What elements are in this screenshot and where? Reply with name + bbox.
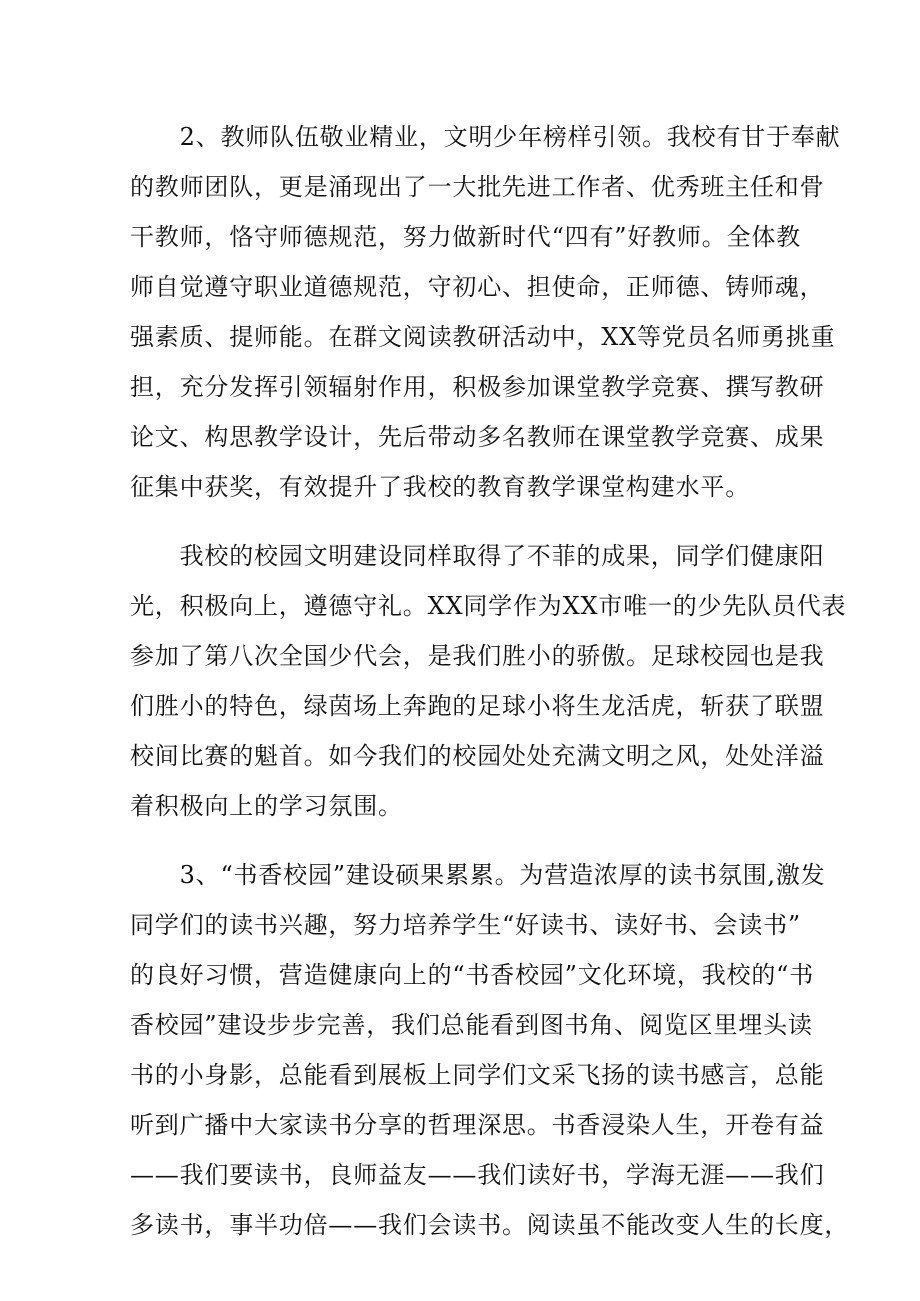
- text-line: 参加了第八次全国少代会，是我们胜小的骄傲。足球校园也是我: [130, 642, 825, 670]
- text-line: 听到广播中大家读书分享的哲理深思。书香浸染人生，开卷有益: [130, 1111, 825, 1139]
- text-line: 校间比赛的魁首。如今我们的校园处处充满文明之风，处处洋溢: [130, 742, 825, 770]
- text-line: 3、“书香校园”建设硕果累累。为营造浓厚的读书氛围,激发: [130, 861, 826, 889]
- text-line: 征集中获奖，有效提升了我校的教育教学课堂构建水平。: [130, 473, 750, 501]
- text-line: 干教师，恪守师德规范，努力做新时代“四有”好教师。全体教: [130, 223, 801, 251]
- text-line: 2、教师队伍敬业精业，文明少年榜样引领。我校有甘于奉献: [130, 123, 841, 151]
- text-line: 的教师团队，更是涌现出了一大批先进工作者、优秀班主任和骨: [130, 173, 825, 201]
- paragraph-spacer: [130, 831, 800, 850]
- text-line: 多读书，事半功倍——我们会读书。阅读虽不能改变人生的长度，: [130, 1211, 850, 1239]
- text-line: 担，充分发挥引领辐射作用，积极参加课堂教学竞赛、撰写教研: [130, 373, 825, 401]
- text-line: 同学们的读书兴趣，努力培养学生“好读书、读好书、会读书”: [130, 911, 801, 939]
- paragraph-reading-campus: [130, 850, 850, 1250]
- paragraph-campus-civilization: [130, 531, 847, 831]
- text-line: ——我们要读书，良师益友——我们读好书，学海无涯——我们: [130, 1161, 825, 1189]
- text-line: 们胜小的特色，绿茵场上奔跑的足球小将生龙活虎，斩获了联盟: [130, 692, 825, 720]
- text-line: 着积极向上的学习氛围。: [130, 792, 403, 820]
- text-line: 的良好习惯，营造健康向上的“书香校园”文化环境，我校的“书: [130, 961, 815, 989]
- paragraph-teachers: [130, 112, 841, 512]
- text-line: 论文、构思教学设计，先后带动多名教师在课堂教学竞赛、成果: [130, 423, 825, 451]
- paragraph-spacer: [130, 512, 800, 531]
- document-body: [130, 112, 850, 1250]
- text-line: 强素质、提师能。在群文阅读教研活动中，XX等党员名师勇挑重: [130, 323, 836, 351]
- text-line: 香校园”建设步步完善，我们总能看到图书角、阅览区里埋头读: [130, 1011, 813, 1039]
- text-line: 书的小身影，总能看到展板上同学们文采飞扬的读书感言，总能: [130, 1061, 825, 1089]
- text-line: 光，积极向上，遵德守礼。XX同学作为XX市唯一的少先队员代表: [130, 592, 847, 620]
- text-line: 师自觉遵守职业道德规范，守初心、担使命，正师德、铸师魂，: [130, 273, 825, 301]
- text-line: 我校的校园文明建设同样取得了不菲的成果，同学们健康阳: [130, 542, 825, 570]
